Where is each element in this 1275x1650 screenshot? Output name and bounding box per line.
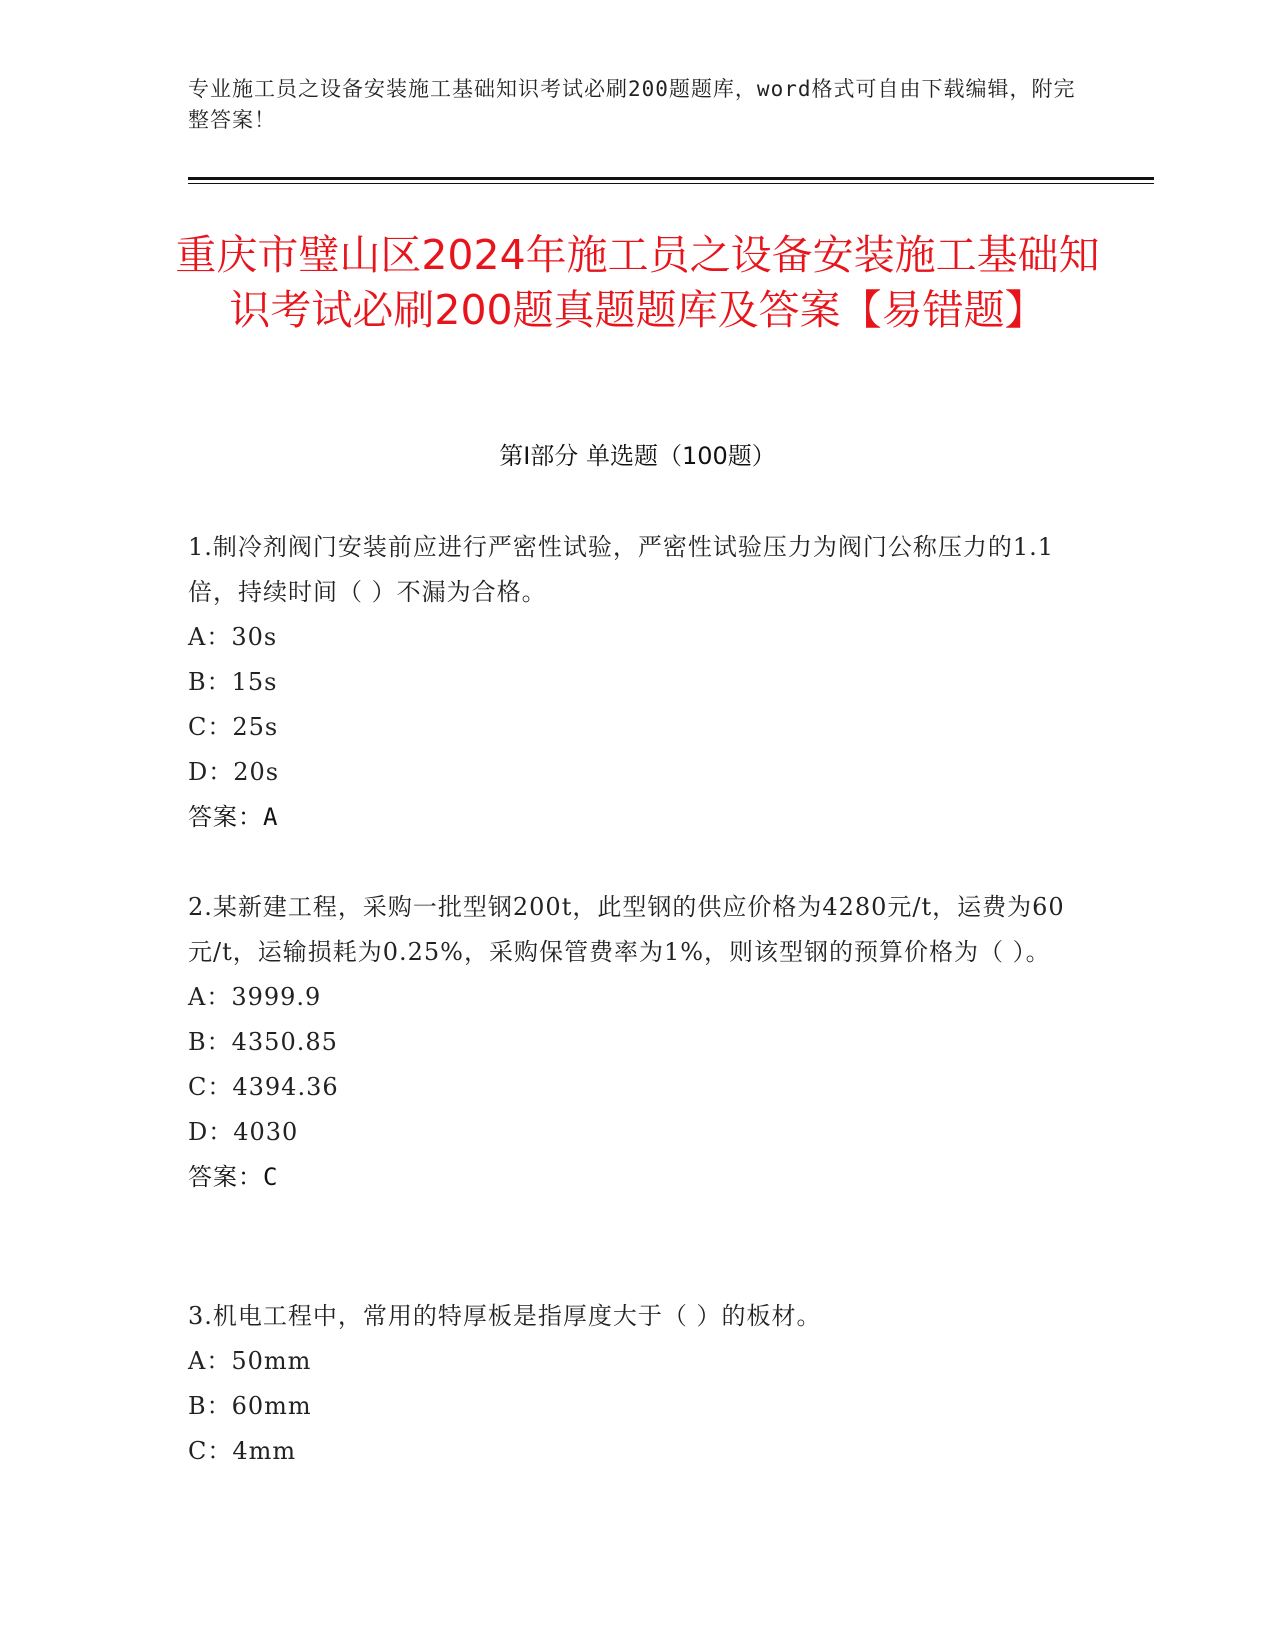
question-3	[188, 1294, 1068, 1474]
header-note: 专业施工员之设备安装施工基础知识考试必刷200题题库，word格式可自由下载编辑，附完整答案！	[188, 77, 1076, 132]
option-a: A：3999.9	[188, 983, 322, 1011]
option-c: C：4394.36	[188, 1073, 339, 1101]
option-b: B：15s	[188, 668, 278, 696]
section-heading: 第Ⅰ部分 单选题（100题）	[499, 442, 776, 470]
question-stem: 1.制冷剂阀门安装前应进行严密性试验，严密性试验压力为阀门公称压力的1.1倍，持续时间（ ）不漏为合格。	[188, 533, 1055, 606]
option-c: C：25s	[188, 713, 279, 741]
option-c: C：4mm	[188, 1437, 297, 1465]
question-stem: 3.机电工程中，常用的特厚板是指厚度大于（ ）的板材。	[188, 1302, 822, 1330]
question-2	[188, 885, 1068, 1200]
header-rule-thick	[188, 177, 1154, 180]
question-1	[188, 525, 1068, 840]
option-d: D：20s	[188, 758, 280, 786]
question-stem: 2.某新建工程，采购一批型钢200t，此型钢的供应价格为4280元/t，运费为60元/t，运输损耗为0.25%，采购保管费率为1%，则该型钢的预算价格为（ ）。	[188, 893, 1065, 966]
answer-line: 答案：C	[188, 1163, 279, 1191]
header-rule-thin	[188, 183, 1154, 184]
document-title: 重庆市璧山区2024年施工员之设备安装施工基础知识考试必刷200题真题题库及答案【易错题】	[175, 231, 1100, 334]
option-b: B：4350.85	[188, 1028, 338, 1056]
option-a: A：30s	[188, 623, 278, 651]
option-a: A：50mm	[188, 1347, 312, 1375]
option-d: D：4030	[188, 1118, 299, 1146]
option-b: B：60mm	[188, 1392, 312, 1420]
answer-line: 答案：A	[188, 803, 279, 831]
